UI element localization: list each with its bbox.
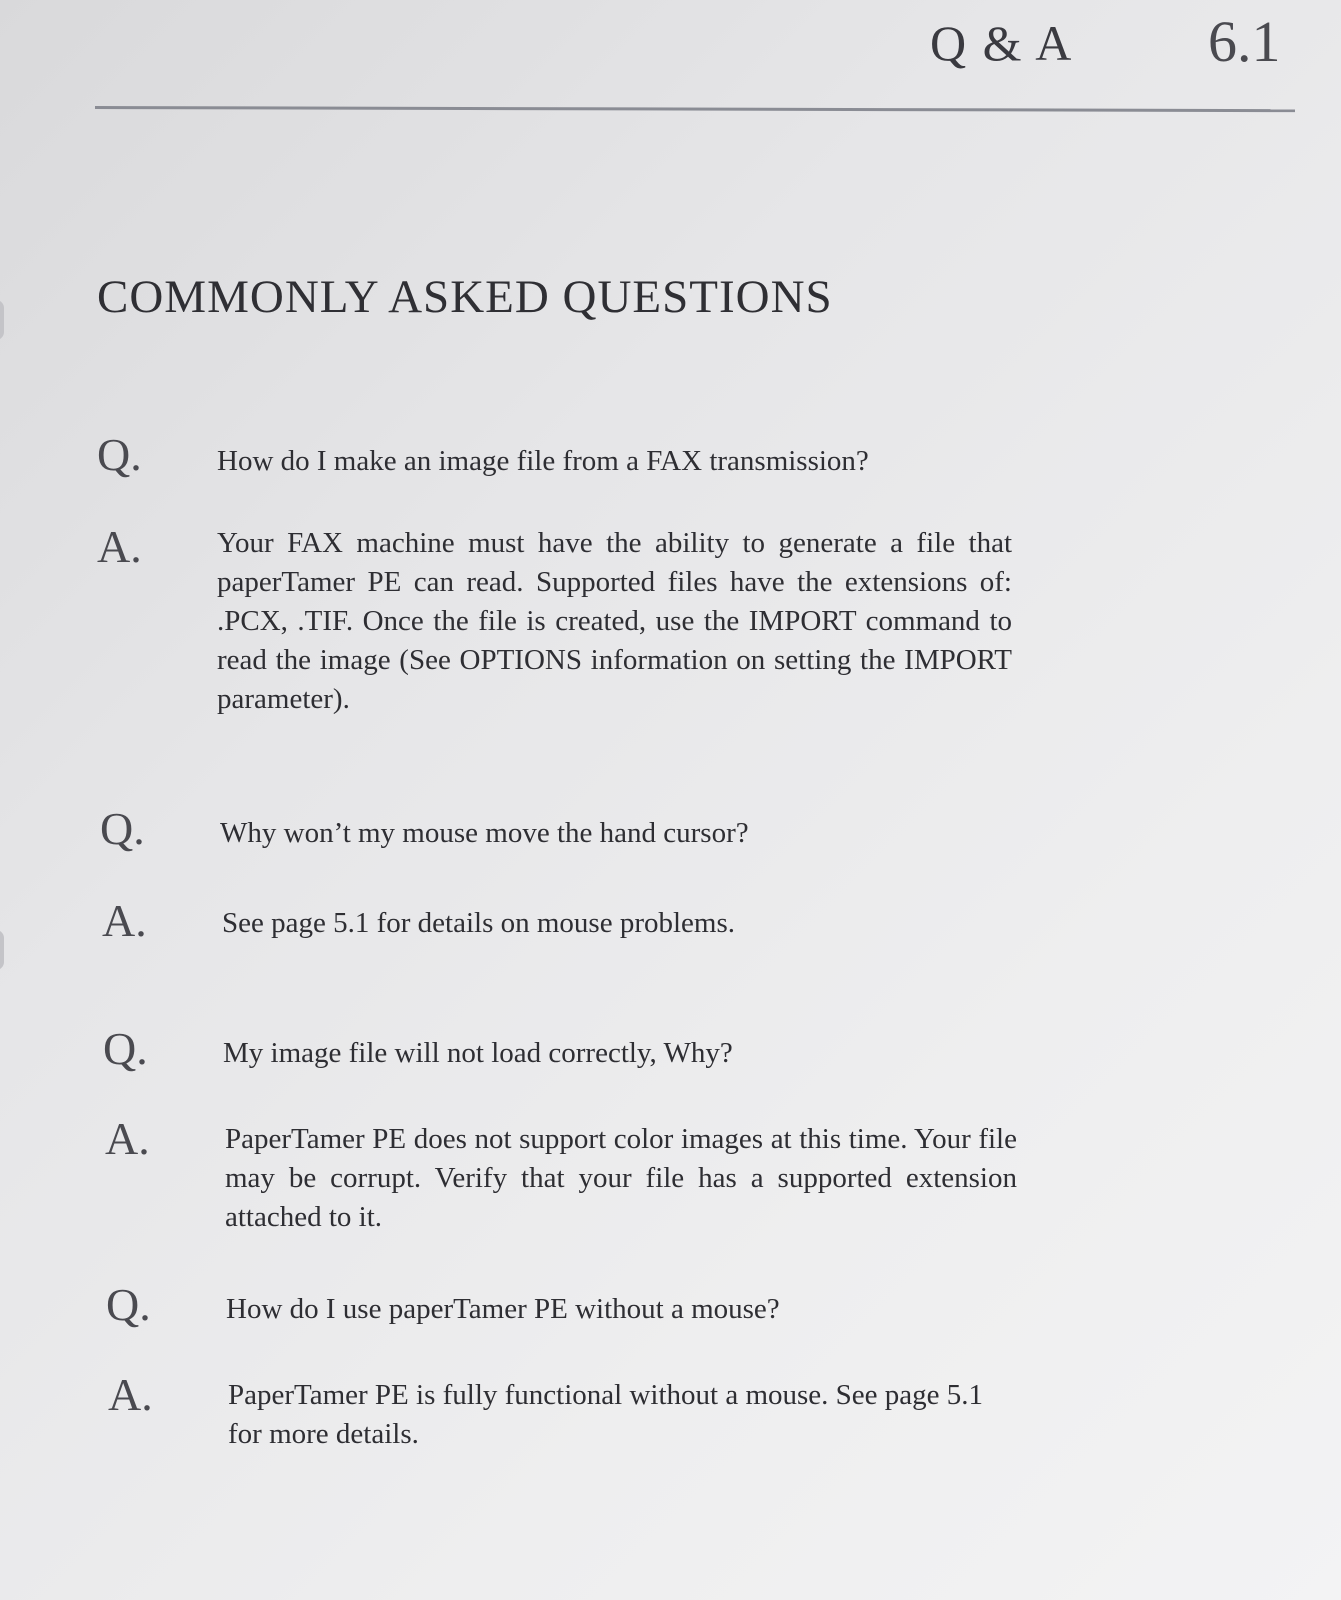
section-header: Q & A: [930, 15, 1074, 71]
answer-text: PaperTamer PE does not support color images at this time. Your file may be corrupt. Verify that your file has a supported extension attached to it.: [225, 1123, 1017, 1233]
question-marker: Q.: [106, 1279, 151, 1330]
question-text: My image file will not load correctly, Why?: [223, 1037, 733, 1069]
answer-row: [102, 895, 1022, 946]
answer-text: Your FAX machine must have the ability to generate a file that paperTamer PE can read. Supported files have the extensions of: .PCX, .TIF. Once the file is created, use the IMPORT command to read the image (See OPTIONS information on setting the IMPORT parameter).: [217, 527, 1012, 715]
question-marker: Q.: [100, 803, 145, 854]
page-title: COMMONLY ASKED QUESTIONS: [97, 271, 833, 323]
question-text: How do I make an image file from a FAX transmission?: [217, 445, 869, 477]
question-row: [103, 1023, 1023, 1074]
answer-row: [105, 1113, 1017, 1237]
answer-marker: A.: [97, 521, 142, 572]
answer-marker: A.: [105, 1113, 150, 1164]
question-row: [100, 803, 1020, 854]
question-marker: Q.: [103, 1023, 148, 1074]
answer-text: See page 5.1 for details on mouse problems.: [222, 907, 736, 939]
question-row: [97, 429, 1017, 481]
answer-text: PaperTamer PE is fully functional without a mouse. See page 5.1 for more details.: [228, 1379, 984, 1450]
answer-row: [108, 1369, 1018, 1454]
page-number: 6.1: [1208, 9, 1281, 74]
answer-marker: A.: [108, 1369, 153, 1420]
answer-marker: A.: [102, 895, 147, 946]
question-text: How do I use paperTamer PE without a mouse?: [226, 1293, 780, 1325]
question-marker: Q.: [97, 429, 142, 480]
question-text: Why won’t my mouse move the hand cursor?: [220, 817, 749, 849]
answer-row: [97, 521, 1012, 719]
question-row: [106, 1279, 1026, 1330]
